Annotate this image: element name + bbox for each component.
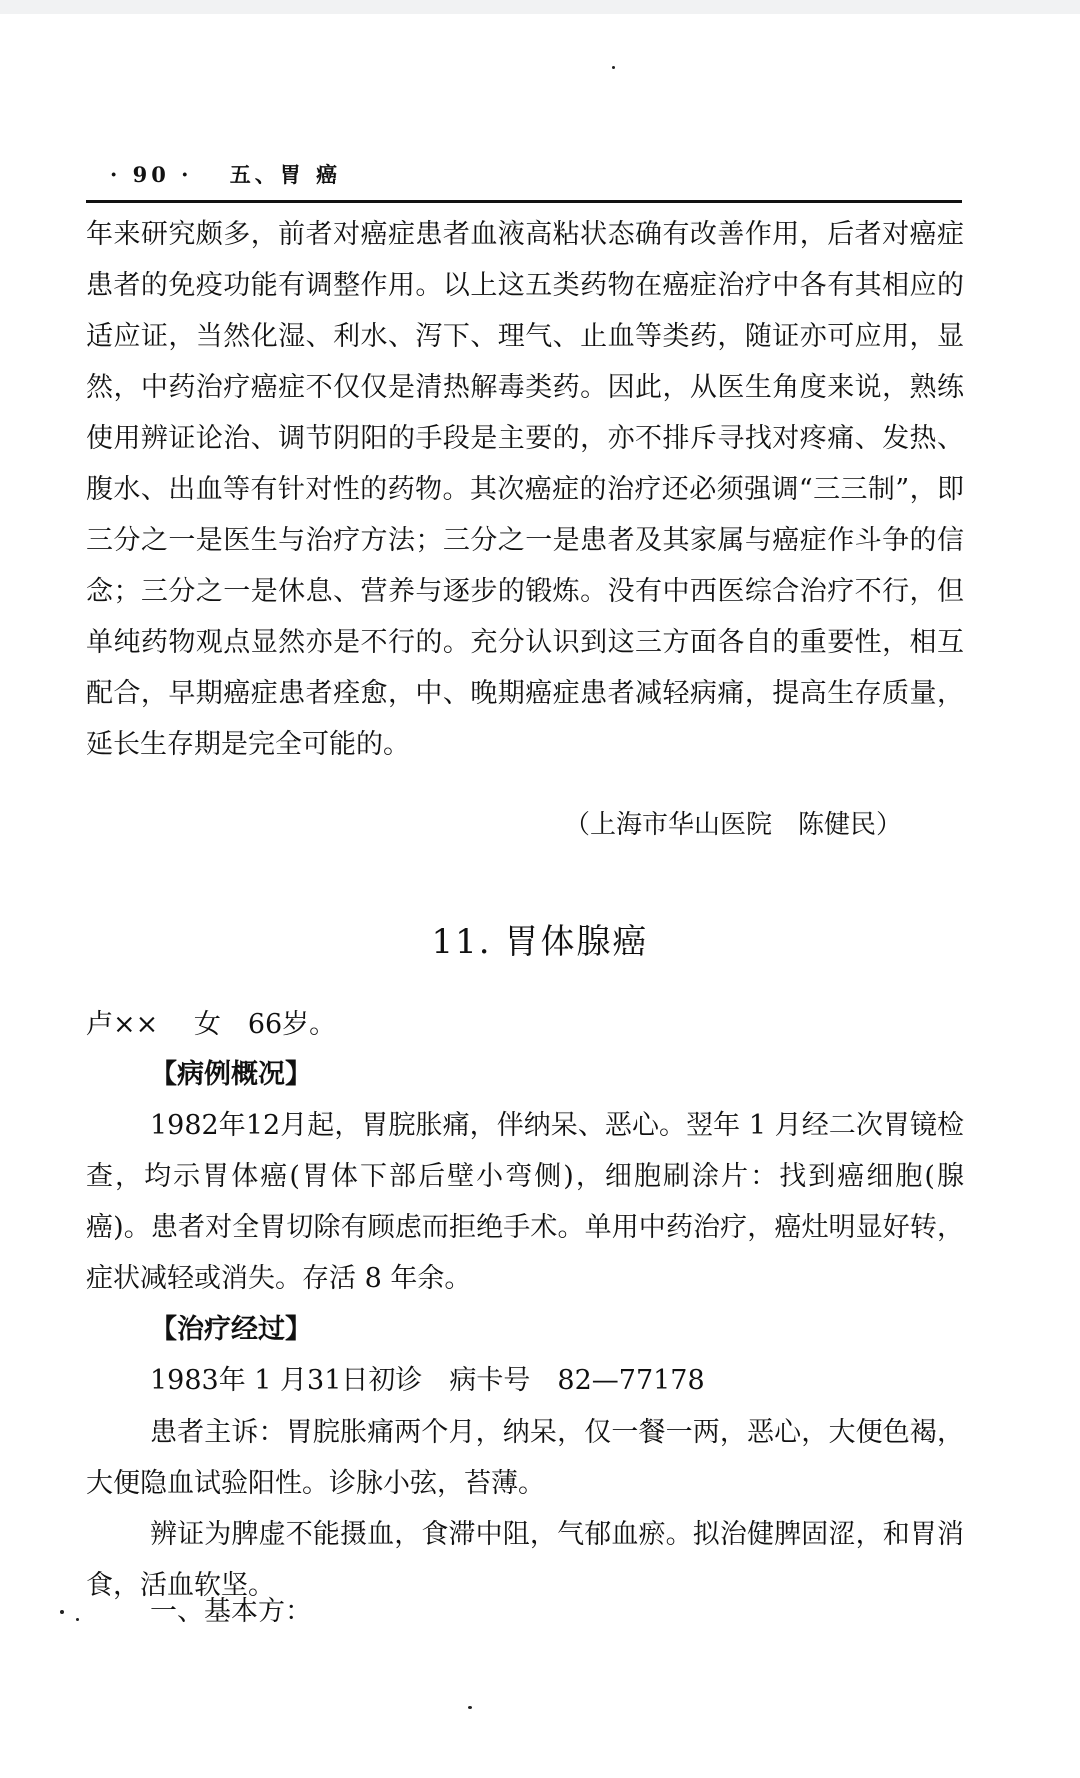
section-heading-treatment: 【治疗经过】 — [150, 1314, 312, 1345]
body-paragraph: 年来研究颇多，前者对癌症患者血液高粘状态确有改善作用，后者对癌症患者的免疫功能有调整作用。以上这五类药物在癌症治疗中各有其相应的适应证，当然化湿、利水、泻下、理气、止血等类药，随证亦可应用，显然，中药治疗癌症不仅仅是清热解毒类药。因此，从医生角度来说，熟练使用辨证论治、调节阴阳的手段是主要的，亦不排斥寻找对疼痛、发热、腹水、出血等有针对性的药物。其次癌症的治疗还必须强调“三三制”，即三分之一是医生与治疗方法；三分之一是患者及其家属与癌症作斗争的信念；三分之一是休息、营养与逐步的锻炼。没有中西医综合治疗不行，但单纯药物观点显然亦是不行的。充分认识到这三方面各自的重要性，相互配合，早期癌症患者痊愈，中、晚期癌症患者减轻病痛，提高生存质量，延长生存期是完全可能的。 — [86, 219, 964, 760]
header-rule — [86, 200, 962, 203]
author-signature: （上海市华山医院 陈健民） — [563, 810, 902, 840]
running-header — [110, 159, 341, 189]
basic-formula-heading: 一、基本方： — [150, 1596, 312, 1627]
scan-speck — [60, 1610, 64, 1614]
section-heading-overview: 【病例概况】 — [150, 1059, 312, 1090]
diagnosis-paragraph: 辨证为脾虚不能摄血，食滞中阻，气郁血瘀。拟治健脾固涩，和胃消食，活血软坚。 — [86, 1519, 964, 1601]
page-number: · 90 · — [110, 162, 193, 187]
scan-speck — [468, 1706, 472, 1709]
case-title: 11. 胃体腺癌 — [431, 922, 649, 962]
scan-speck — [612, 66, 615, 69]
overview-paragraph: 1982年12月起，胃脘胀痛，伴纳呆、恶心。翌年 1 月经二次胃镜检查，均示胃体癌(胃体下部后壁小弯侧)，细胞刷涂片：找到癌细胞(腺癌)。患者对全胃切除有顾虑而拒绝手术。单用中药治疗，癌灶明显好转，症状减轻或消失。存活 8 年余。 — [86, 1110, 964, 1294]
scanned-page — [0, 14, 1080, 1778]
scan-speck — [76, 1618, 79, 1621]
complaint-paragraph: 患者主诉：胃脘胀痛两个月，纳呆，仅一餐一两，恶心，大便色褐，大便隐血试验阳性。诊脉小弦，苔薄。 — [86, 1417, 964, 1499]
patient-info: 卢×× 女 66岁。 — [86, 1009, 337, 1040]
chapter-title: 五、胃 癌 — [229, 162, 342, 187]
first-visit-line: 1983年 1 月31日初诊 病卡号 82—77178 — [150, 1365, 705, 1396]
